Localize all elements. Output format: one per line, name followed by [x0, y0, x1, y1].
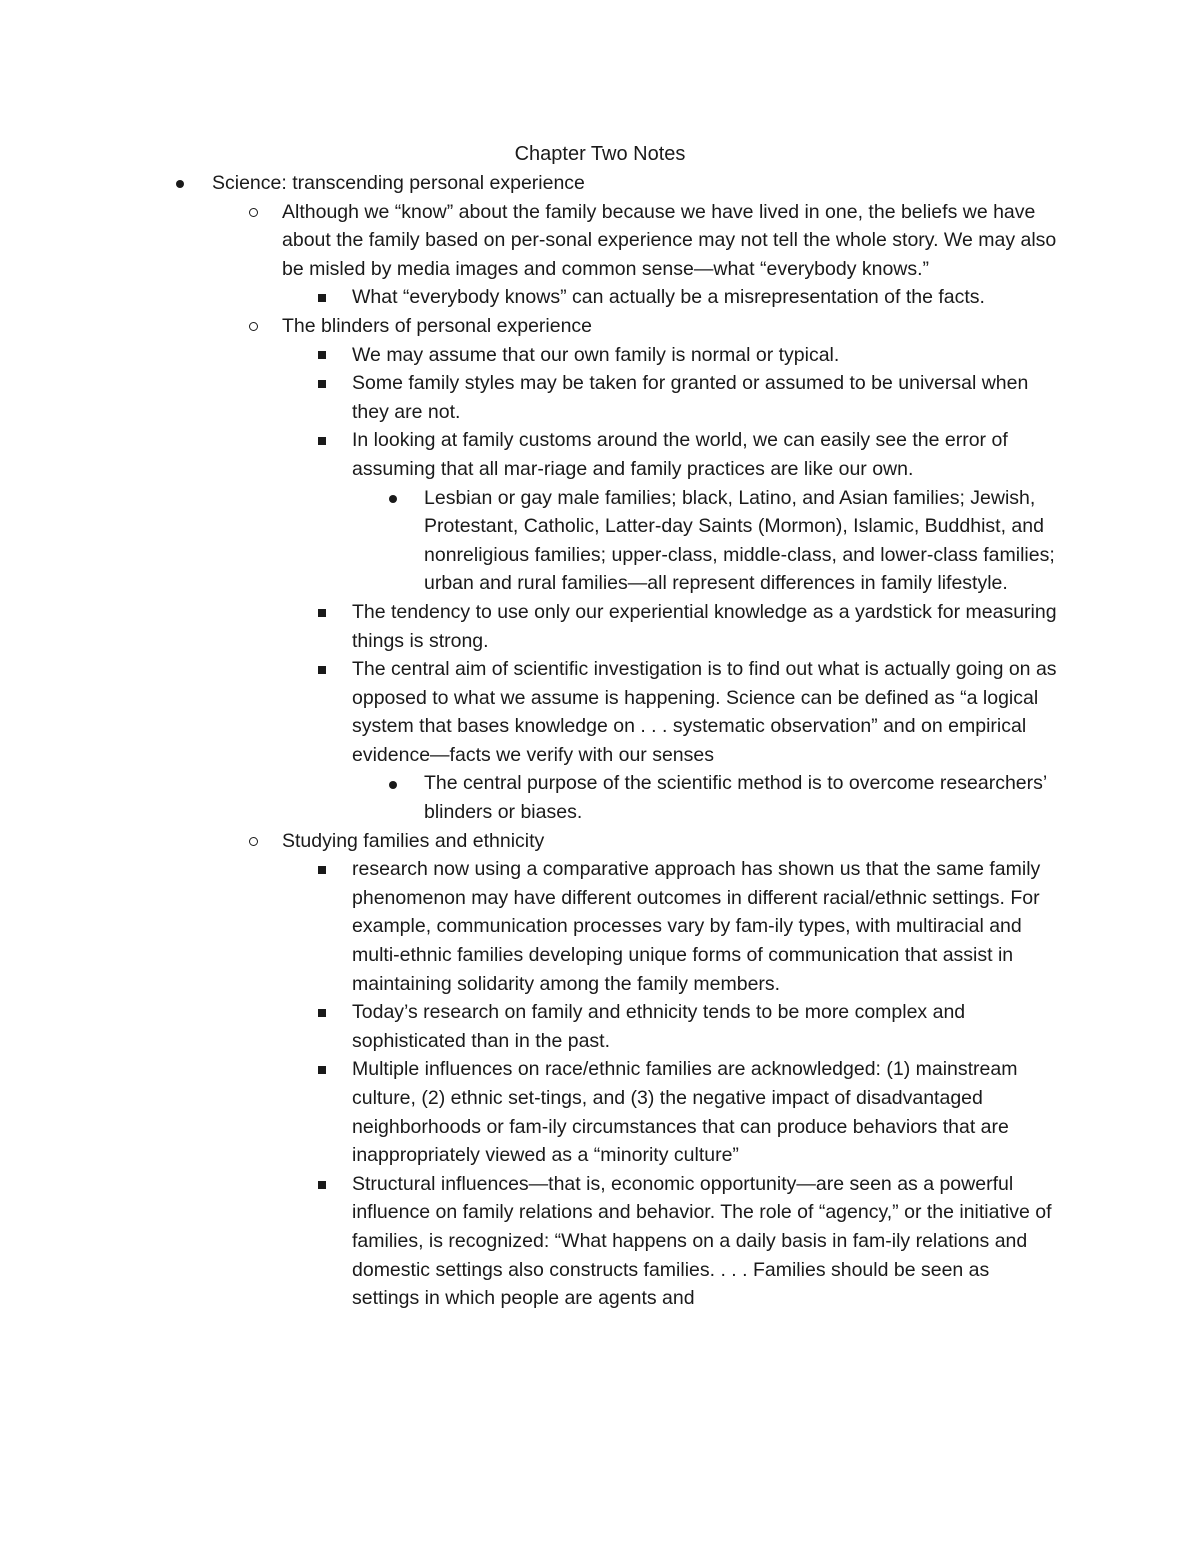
list-item — [0, 769, 1059, 826]
list-item — [0, 341, 1057, 370]
list-item-text: The blinders of personal experience — [282, 314, 593, 337]
list-item — [0, 655, 1057, 827]
list-item — [0, 827, 1062, 1313]
square-bullet-icon — [318, 341, 326, 370]
list-item — [0, 312, 1062, 827]
list-item — [0, 855, 1057, 998]
square-bullet-icon — [318, 369, 326, 398]
list-item-text: Structural influences—that is, economic opportunity—are seen as a powerful influence on family relations and behavior. The role of “agency,” or the initiative of families, is recognized: “What happens on a daily basis in fam-ily relations and domestic settings also constructs families. . . . Families should be seen as settings in which people are agents and — [352, 1172, 1052, 1310]
sub-list — [282, 283, 1062, 312]
sub-list — [352, 484, 1057, 598]
list-item-text: The central aim of scientific investigation is to find out what is actually going on as opposed to what we assume is happening. Science can be defined as “a logical system that bases knowledge on . . . systematic observation” and on empirical evidence—facts we verify with our senses — [352, 658, 1057, 766]
square-bullet-icon — [318, 1170, 326, 1199]
list-item-text: Although we “know” about the family because we have lived in one, the beliefs we have about the family based on per-sonal experience may not tell the whole story. We may also be misled by media images and common sense—what “everybody knows.” — [282, 200, 1057, 280]
list-item — [0, 484, 1059, 598]
list-item — [0, 598, 1057, 655]
list-item — [0, 198, 1062, 312]
square-bullet-icon — [318, 655, 326, 684]
bullet-icon — [389, 769, 397, 798]
bullet-icon — [176, 169, 184, 198]
list-item-text: The tendency to use only our experiential knowledge as a yardstick for measuring things is strong. — [352, 600, 1057, 652]
hollow-bullet-icon — [249, 198, 258, 227]
square-bullet-icon — [318, 998, 326, 1027]
list-item-text: Some family styles may be taken for granted or assumed to be universal when they are not. — [352, 372, 1029, 423]
list-item — [0, 1170, 1057, 1313]
page-title: Chapter Two Notes — [514, 143, 686, 165]
square-bullet-icon — [318, 283, 326, 312]
list-item — [0, 1055, 1057, 1169]
square-bullet-icon — [318, 598, 326, 627]
square-bullet-icon — [318, 1055, 326, 1084]
list-item-text: Science: transcending personal experience — [212, 172, 585, 194]
sub-list — [282, 855, 1062, 1313]
notes-list — [0, 169, 1200, 1313]
list-item-text: Studying families and ethnicity — [282, 829, 545, 852]
list-item — [0, 169, 1062, 1313]
square-bullet-icon — [318, 426, 326, 455]
list-item-text: Multiple influences on race/ethnic families are acknowledged: (1) mainstream culture, (2) ethnic set-tings, and (3) the negative impact of disadvantaged neighborhoods or fam-ily circumstances that can produce behaviors that are inappropriately viewed as a “minority culture” — [352, 1058, 1018, 1167]
hollow-bullet-icon — [249, 312, 258, 341]
list-item — [0, 426, 1057, 598]
bullet-icon — [389, 484, 397, 513]
sub-list — [212, 198, 1062, 1313]
hollow-bullet-icon — [249, 827, 258, 856]
list-item-text: We may assume that our own family is normal or typical. — [352, 343, 840, 366]
square-bullet-icon — [318, 855, 326, 884]
list-item — [0, 998, 1057, 1055]
list-item-text: Today’s research on family and ethnicity tends to be more complex and sophisticated than in the past. — [352, 1001, 966, 1052]
list-item-text: What “everybody knows” can actually be a misrepresentation of the facts. — [352, 286, 985, 309]
list-item-text: research now using a comparative approach has shown us that the same family phenomenon may have different outcomes in different racial/ethnic settings. For example, communication processes vary by fam-ily types, with multiracial and multi-ethnic families developing unique forms of communication that assist in maintaining solidarity among the family members. — [352, 858, 1041, 995]
list-item — [0, 369, 1057, 426]
list-item-text: In looking at family customs around the world, we can easily see the error of assuming that all mar-riage and family practices are like our own. — [352, 429, 1008, 480]
list-item-text: The central purpose of the scientific method is to overcome researchers’ blinders or biases. — [424, 772, 1047, 824]
sub-list — [352, 769, 1057, 826]
sub-list — [282, 341, 1062, 827]
list-item-text: Lesbian or gay male families; black, Latino, and Asian families; Jewish, Protestant, Catholic, Latter-day Saints (Mormon), Islamic, Buddhist, and nonreligious families; upper-class, middle-class, and lower-class families; urban and rural families—all represent differences in family lifestyle. — [424, 486, 1055, 595]
list-item — [0, 283, 1057, 312]
